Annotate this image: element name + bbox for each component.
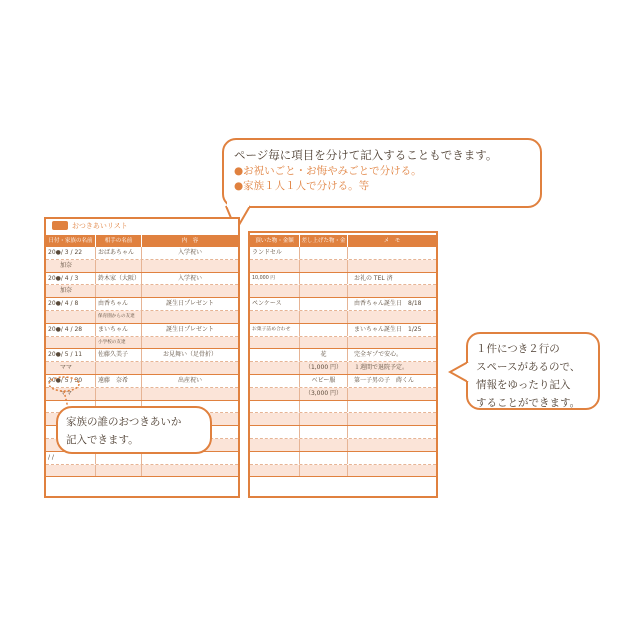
row-content-2: [142, 285, 238, 297]
table-subrow: [250, 260, 436, 273]
row-memo: [348, 426, 436, 438]
row-relation: [96, 465, 142, 477]
row-memo: 由香ちゃん誕生日 8/18: [354, 300, 422, 308]
row-received: [250, 401, 300, 413]
left-callout-line-2: 記入できます。: [66, 434, 139, 446]
row-memo-2: [348, 388, 436, 400]
row-content-2: [142, 311, 238, 323]
row-content: 入学祝い: [177, 249, 202, 256]
row-received-2: [250, 337, 300, 349]
row-content: 誕生日プレゼント: [166, 325, 214, 333]
row-memo-2: [348, 465, 436, 477]
row-given: [300, 298, 348, 310]
right-callout-line-2: スペースがあるので、: [476, 361, 581, 373]
row-given-2: [300, 465, 348, 477]
list-title: おつきあいリスト: [72, 222, 128, 230]
row-received-2: [250, 388, 300, 400]
row-memo-2: [348, 413, 436, 425]
left-callout-line-1: 家族の誰のおつきあいか: [66, 416, 182, 428]
right-callout-line-1: １件につき２行の: [476, 343, 560, 355]
row-content-2: [142, 260, 238, 272]
row-received-2: [250, 260, 300, 272]
table-row: [46, 298, 238, 311]
row-memo-2: [348, 311, 436, 323]
table-row: [46, 247, 238, 260]
header-given: 差し上げた物・金額: [300, 235, 348, 247]
row-content-2: [142, 362, 238, 374]
right-rows: [250, 247, 436, 477]
row-given-2: [300, 337, 348, 349]
row-given: ベビー服: [300, 375, 348, 387]
top-callout-bullet-2: ●家族１人１人で分ける。等: [234, 180, 370, 192]
table-subrow: [250, 413, 436, 426]
row-given: [300, 452, 348, 464]
row-received-2: [250, 413, 300, 425]
row-memo: 第一子男の子 蒔くん: [354, 376, 415, 384]
row-given-2: [300, 413, 348, 425]
row-date: / /: [46, 452, 96, 464]
top-callout: [222, 138, 542, 208]
left-page: [44, 217, 240, 498]
row-partner: 由香ちゃん: [96, 298, 142, 310]
table-row: [250, 247, 436, 260]
gift-icon: [52, 221, 68, 230]
row-relation: 小学校の友達: [96, 337, 142, 349]
row-relation: 保育園からの友達: [96, 311, 142, 323]
row-date: 20●/ 5 / 30: [46, 375, 96, 387]
row-received: [250, 375, 300, 387]
row-given: [300, 401, 348, 413]
top-callout-main: ページ毎に項目を分けて記入することもできます。: [234, 148, 498, 162]
right-callout-line-4: することができます。: [476, 397, 581, 409]
top-callout-bullet-1: ●お祝いごと・お悔やみごとで分ける。: [234, 165, 422, 177]
header-received: 頂いた物・金額: [250, 235, 300, 247]
table-subrow: [46, 465, 238, 478]
row-content: 入学祝い: [177, 274, 202, 282]
row-date: 20●/ 4 / 3: [46, 273, 96, 285]
row-received: [250, 349, 300, 361]
row-partner: まいちゃん: [96, 324, 142, 336]
table-row: [250, 273, 436, 286]
table-subrow: [46, 285, 238, 298]
table-row: [250, 375, 436, 388]
row-received-2: [250, 439, 300, 451]
row-memo-2: [348, 285, 436, 297]
table-row: [250, 426, 436, 439]
row-content: 誕生日プレゼント: [166, 300, 214, 308]
row-partner: おばあちゃん: [96, 247, 142, 259]
header-partner: 相手の名前: [96, 235, 142, 247]
row-received: [250, 452, 300, 464]
row-given-2: [300, 439, 348, 451]
row-memo-2: [348, 439, 436, 451]
row-relation: [96, 260, 142, 272]
row-received-2: [250, 311, 300, 323]
table-subrow: [46, 311, 238, 324]
row-received: 10,000 円: [250, 273, 300, 285]
left-callout: [56, 406, 212, 454]
row-family: [46, 465, 96, 477]
row-memo: [348, 401, 436, 413]
table-row: [250, 349, 436, 362]
table-subrow: [46, 337, 238, 350]
table-subrow: [250, 388, 436, 401]
row-date: 20●/ 5 / 11: [46, 349, 96, 361]
row-given: [300, 247, 348, 259]
table-subrow: [250, 285, 436, 298]
row-given-2: [300, 285, 348, 297]
row-given-2: [300, 260, 348, 272]
right-page: [248, 231, 438, 498]
table-row: [250, 452, 436, 465]
row-given: [300, 324, 348, 336]
row-partner: 遠藤 奈希: [96, 375, 142, 387]
header-content: 内 容: [181, 238, 199, 244]
table-row: [46, 273, 238, 286]
row-relation: [96, 362, 142, 374]
left-header: [46, 235, 238, 247]
right-callout: [466, 332, 600, 410]
table-row: [250, 401, 436, 414]
table-row: [46, 324, 238, 337]
right-callout-line-3: 情報をゆったり記入: [476, 379, 571, 391]
table-subrow: [250, 311, 436, 324]
row-received-2: [250, 285, 300, 297]
row-content-2: [142, 337, 238, 349]
row-received-2: [250, 465, 300, 477]
row-content: お見舞い（足骨折）: [162, 351, 217, 359]
row-memo: まいちゃん誕生日 1/25: [354, 325, 422, 333]
table-subrow: [250, 439, 436, 452]
row-received: ペンケース: [250, 298, 300, 310]
row-received-2: [250, 362, 300, 374]
header-memo: メ モ: [383, 238, 401, 244]
right-callout-pointer: [448, 360, 470, 384]
row-partner: 鈴木家（大阪）: [96, 273, 142, 285]
row-relation: [96, 285, 142, 297]
row-relation: [96, 388, 142, 400]
table-subrow: [46, 260, 238, 273]
row-family: 加奈: [46, 260, 96, 272]
row-content: 出産祝い: [177, 376, 202, 384]
row-family: [46, 337, 96, 349]
table-subrow: [250, 465, 436, 478]
table-row: [250, 298, 436, 311]
row-content-2: [142, 388, 238, 400]
row-received: お菓子詰め合わせ: [250, 324, 300, 336]
row-partner: 佐藤久美子: [96, 349, 142, 361]
row-received: [250, 426, 300, 438]
row-memo: 完全ギプで安心。: [354, 351, 403, 359]
table-row: [46, 349, 238, 362]
row-given-2: [300, 311, 348, 323]
row-family: [46, 311, 96, 323]
row-memo-2: [348, 260, 436, 272]
mama-highlight-circle: [46, 374, 92, 410]
row-family: ママ: [46, 388, 96, 400]
row-memo: お礼の TEL 済: [354, 274, 393, 282]
row-family: 加奈: [46, 285, 96, 297]
row-given: [300, 426, 348, 438]
row-memo-2: [348, 337, 436, 349]
row-content-2: [142, 465, 238, 477]
row-date: 20●/ 4 / 28: [46, 324, 96, 336]
row-given: 花: [300, 349, 348, 361]
table-subrow: [250, 362, 436, 375]
row-family: ママ: [46, 362, 96, 374]
row-date: 20●/ 4 / 8: [46, 298, 96, 310]
row-given: [300, 273, 348, 285]
table-subrow: [250, 337, 436, 350]
row-date: 20●/ 3 / 22: [46, 247, 96, 259]
row-memo: [348, 452, 436, 464]
header-date: 日付・家族の名前: [46, 235, 96, 247]
row-given-2: （1,000 円）: [300, 362, 348, 374]
table-row: [250, 324, 436, 337]
row-memo-2: １週間で退院予定。: [354, 364, 409, 372]
row-received: ランドセル: [250, 247, 300, 259]
row-given-2: （3,000 円）: [300, 388, 348, 400]
row-memo: [348, 247, 436, 259]
